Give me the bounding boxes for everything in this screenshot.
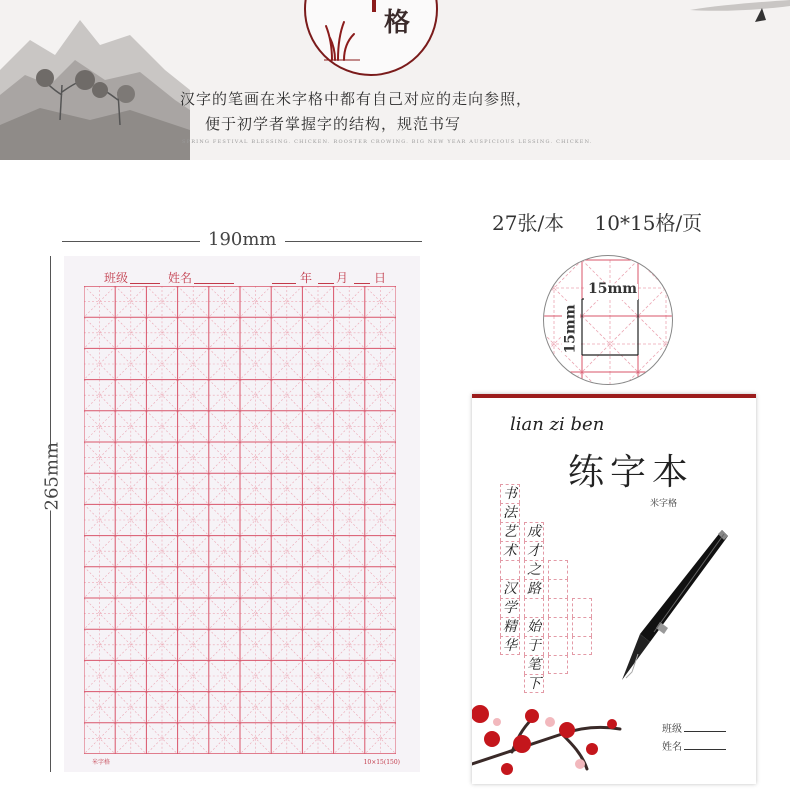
sheet-footer-left: 米字格 — [92, 759, 111, 766]
plum-blossom-illustration — [472, 694, 622, 784]
top-banner — [0, 0, 790, 160]
seal-character: 格 — [384, 8, 411, 38]
sheet-class-label: 班级 — [104, 271, 129, 285]
column-1-char: 学 — [500, 598, 520, 617]
width-dimension-label: 190mm — [200, 229, 285, 250]
zoom-cell-height-label: 15mm — [562, 304, 579, 354]
cover-column-2 — [524, 522, 544, 693]
grid-count: 10*15格/页 — [594, 211, 703, 235]
sheet-year-underline — [272, 269, 296, 284]
mi-zi-ge-grid — [84, 286, 396, 754]
column-3-blank — [548, 579, 568, 598]
column-1-char: 汉 — [500, 579, 520, 598]
column-2-char: 笔 — [524, 655, 544, 674]
column-3-blank — [548, 598, 568, 617]
cover-subtitle: 米字格 — [650, 499, 678, 509]
sheet-day-label: 日 — [374, 271, 387, 285]
fountain-pen-icon — [610, 522, 730, 692]
cover-title: 练字本 — [568, 452, 695, 493]
sheet-name-label: 姓名 — [168, 271, 193, 285]
tagline-line-2: 便于初学者掌握字的结构，规范书写 — [205, 115, 462, 133]
decorative-brush-stroke — [670, 0, 790, 40]
column-3-blank — [548, 560, 568, 579]
cover-pinyin: lian zi ben — [510, 414, 605, 435]
column-2-char: 路 — [524, 579, 544, 598]
column-2-char: 始 — [524, 617, 544, 636]
sheet-year-label: 年 — [300, 271, 313, 285]
column-4-blank — [572, 636, 592, 655]
seal-red-mark — [372, 0, 376, 12]
sheet-month-label: 月 — [336, 271, 349, 285]
column-2-char: 才 — [524, 541, 544, 560]
column-3-blank — [548, 617, 568, 636]
sheet-name-underline — [194, 269, 234, 284]
tagline-line-1: 汉字的笔画在米字格中都有自己对应的走向参照， — [180, 90, 533, 108]
column-1-char — [500, 560, 520, 579]
zoom-cell-width-label: 15mm — [588, 281, 638, 297]
cover-top-bar — [472, 394, 756, 398]
ink-landscape-illustration — [0, 0, 190, 160]
sheet-count: 27张/本 — [492, 211, 565, 235]
cover-name-field — [662, 738, 726, 753]
column-2-char: 成 — [524, 522, 544, 541]
cover-name-underline — [684, 749, 726, 750]
sheet-day-underline — [354, 269, 370, 284]
column-1-char: 书 — [500, 484, 520, 503]
height-dimension-line — [50, 256, 51, 772]
column-1-char: 华 — [500, 636, 520, 655]
column-2-char: 之 — [524, 560, 544, 579]
column-4-blank — [572, 598, 592, 617]
cover-column-4 — [572, 598, 592, 655]
column-1-char: 法 — [500, 503, 520, 522]
cover-class-underline — [684, 731, 726, 732]
grid-practice-sheet — [64, 256, 420, 772]
fine-print: SPRING FESTIVAL BLESSING. CHICKEN. ROOSTER CROWING. BIG NEW YEAR AUSPICIOUS LESSING. CHICKEN. — [182, 139, 593, 145]
cover-class-field — [662, 720, 726, 735]
notebook-cover — [472, 394, 756, 784]
column-3-blank — [548, 636, 568, 655]
column-1-char: 精 — [500, 617, 520, 636]
column-3-blank — [548, 655, 568, 674]
column-4-blank — [572, 617, 592, 636]
grass-icon — [324, 18, 360, 62]
product-spec — [492, 207, 726, 236]
cover-column-3 — [548, 560, 568, 674]
sheet-class-underline — [130, 269, 160, 284]
column-2-char: 于 — [524, 636, 544, 655]
cover-name-label: 姓名 — [662, 742, 682, 753]
sheet-footer-right: 10×15(150) — [363, 759, 400, 766]
column-2-char: 下 — [524, 674, 544, 693]
sheet-month-underline — [318, 269, 334, 284]
column-1-char: 术 — [500, 541, 520, 560]
cover-class-label: 班级 — [662, 724, 682, 735]
cover-column-1 — [500, 484, 520, 655]
height-dimension-label: 265mm — [41, 442, 63, 511]
column-1-char: 艺 — [500, 522, 520, 541]
column-2-char — [524, 598, 544, 617]
